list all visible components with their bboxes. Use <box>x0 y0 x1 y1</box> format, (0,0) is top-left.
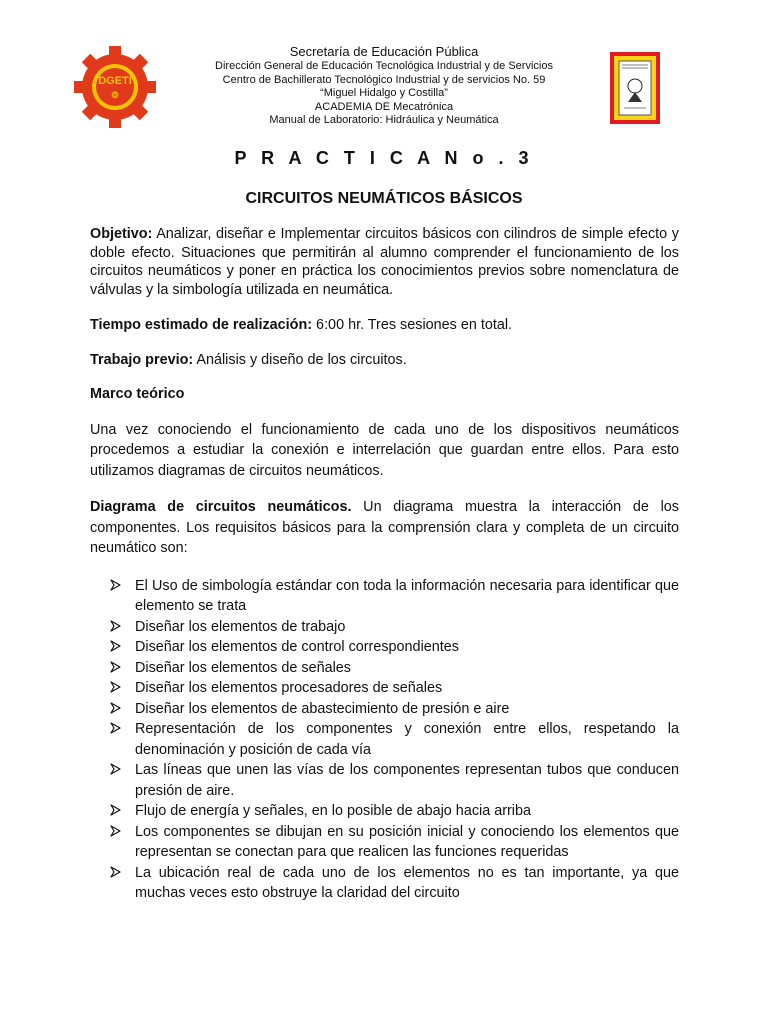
arrowhead-bullet-icon <box>110 866 121 878</box>
list-item-text: Flujo de energía y señales, en lo posible de abajo hacia arriba <box>135 803 532 819</box>
diagrama-text: Un diagrama muestra la interacción de los componentes. Los requisitos básicos para la comprensión clara y completa de un circuito neumático son: <box>90 499 680 556</box>
objetivo-paragraph <box>90 225 679 299</box>
list-item <box>90 576 679 617</box>
tiempo-paragraph <box>90 316 679 335</box>
list-item-text: Diseñar los elementos de control correspondientes <box>135 639 459 655</box>
page-title: P R A C T I C A N o . 3 <box>234 148 534 168</box>
tiempo-text: 6:00 hr. Tres sesiones en total. <box>312 317 513 333</box>
arrowhead-bullet-icon <box>110 763 121 775</box>
header-line-manual: Manual de Laboratorio: Hidráulica y Neumática <box>269 114 499 127</box>
header-line-cbtis: Centro de Bachillerato Tecnológico Industrial y de servicios No. 59 <box>222 73 546 86</box>
header-line-academia: ACADEMIA DE Mecatrónica <box>314 100 454 113</box>
list-item <box>90 801 679 822</box>
trabajo-previo-text: Análisis y diseño de los circuitos. <box>193 351 407 368</box>
arrowhead-bullet-icon <box>110 661 121 673</box>
list-item <box>90 637 679 658</box>
list-item <box>90 699 679 720</box>
marco-teorico-label: Marco teórico <box>90 386 185 402</box>
header-line-name: “Miguel Hidalgo y Costilla” <box>320 87 448 100</box>
header-line-dgeti: Dirección General de Educación Tecnológica Industrial y de Servicios <box>215 60 553 72</box>
list-item <box>90 863 679 904</box>
trabajo-previo-label: Trabajo previo: <box>90 351 194 368</box>
arrowhead-bullet-icon <box>110 681 121 693</box>
list-item <box>90 719 679 760</box>
marco-teorico-heading <box>90 385 679 404</box>
page-subtitle: CIRCUITOS NEUMÁTICOS BÁSICOS <box>245 190 523 207</box>
list-item <box>90 658 679 679</box>
arrowhead-bullet-icon <box>110 804 121 816</box>
arrowhead-bullet-icon <box>110 640 121 652</box>
list-item-text: La ubicación real de cada uno de los elementos no es tan importante, ya que muchas veces esto obstruye la claridad del circuito <box>135 864 679 901</box>
list-item <box>90 760 679 801</box>
header-line-sep: Secretaría de Educación Pública <box>289 44 479 59</box>
trabajo-previo-paragraph <box>90 351 679 370</box>
list-item <box>90 678 679 699</box>
arrowhead-bullet-icon <box>110 579 121 591</box>
document-header <box>0 44 768 128</box>
list-item-text: Diseñar los elementos procesadores de señales <box>135 680 443 696</box>
objetivo-label: Objetivo: <box>90 226 153 242</box>
list-item-text: Diseñar los elementos de abastecimiento de presión e aire <box>135 700 510 717</box>
arrowhead-bullet-icon <box>110 620 121 632</box>
document-body <box>90 225 679 904</box>
list-item-text: Diseñar los elementos de trabajo <box>135 618 346 635</box>
svg-text:⚙: ⚙ <box>110 90 120 100</box>
list-item-text: Las líneas que unen las vías de los componentes representan tubos que conducen presión de aire. <box>135 762 679 799</box>
diagrama-label: Diagrama de circuitos neumáticos. <box>90 499 352 515</box>
arrowhead-bullet-icon <box>110 702 121 714</box>
list-item-text: Diseñar los elementos de señales <box>135 659 351 676</box>
tiempo-label: Tiempo estimado de realización: <box>90 317 313 333</box>
list-item-text: Representación de los componentes y conexión entre ellos, respetando la denominación y posición de cada vía <box>135 721 679 758</box>
list-item <box>90 617 679 638</box>
requirements-list <box>90 576 679 904</box>
objetivo-text: Analizar, diseñar e Implementar circuitos básicos con cilindros de simple efecto y doble efecto. Situaciones que permitirán al alumno comprender el funcionamiento de los circuitos neumáticos y poner en práctica los conocimientos previos sobre nomenclatura de válvulas y la simbología utilizada en neumática. <box>90 226 679 298</box>
list-item-text: El Uso de simbología estándar con toda la información necesaria para identificar que elemento se trata <box>135 577 679 614</box>
diagrama-paragraph <box>90 497 679 559</box>
logo-text: DGETI <box>98 75 132 87</box>
marco-teorico-paragraph: Una vez conociendo el funcionamiento de cada uno de los dispositivos neumáticos procedemos a estudiar la conexión e interrelación que guardan entre ellos. Para esto utilizamos diagramas de circuitos neumáticos. <box>90 421 679 479</box>
arrowhead-bullet-icon <box>110 825 121 837</box>
list-item-text: Los componentes se dibujan en su posición inicial y conociendo los elementos que representan se conectan para que realicen las funciones requeridas <box>135 823 679 860</box>
list-item <box>90 822 679 863</box>
arrowhead-bullet-icon <box>110 722 121 734</box>
